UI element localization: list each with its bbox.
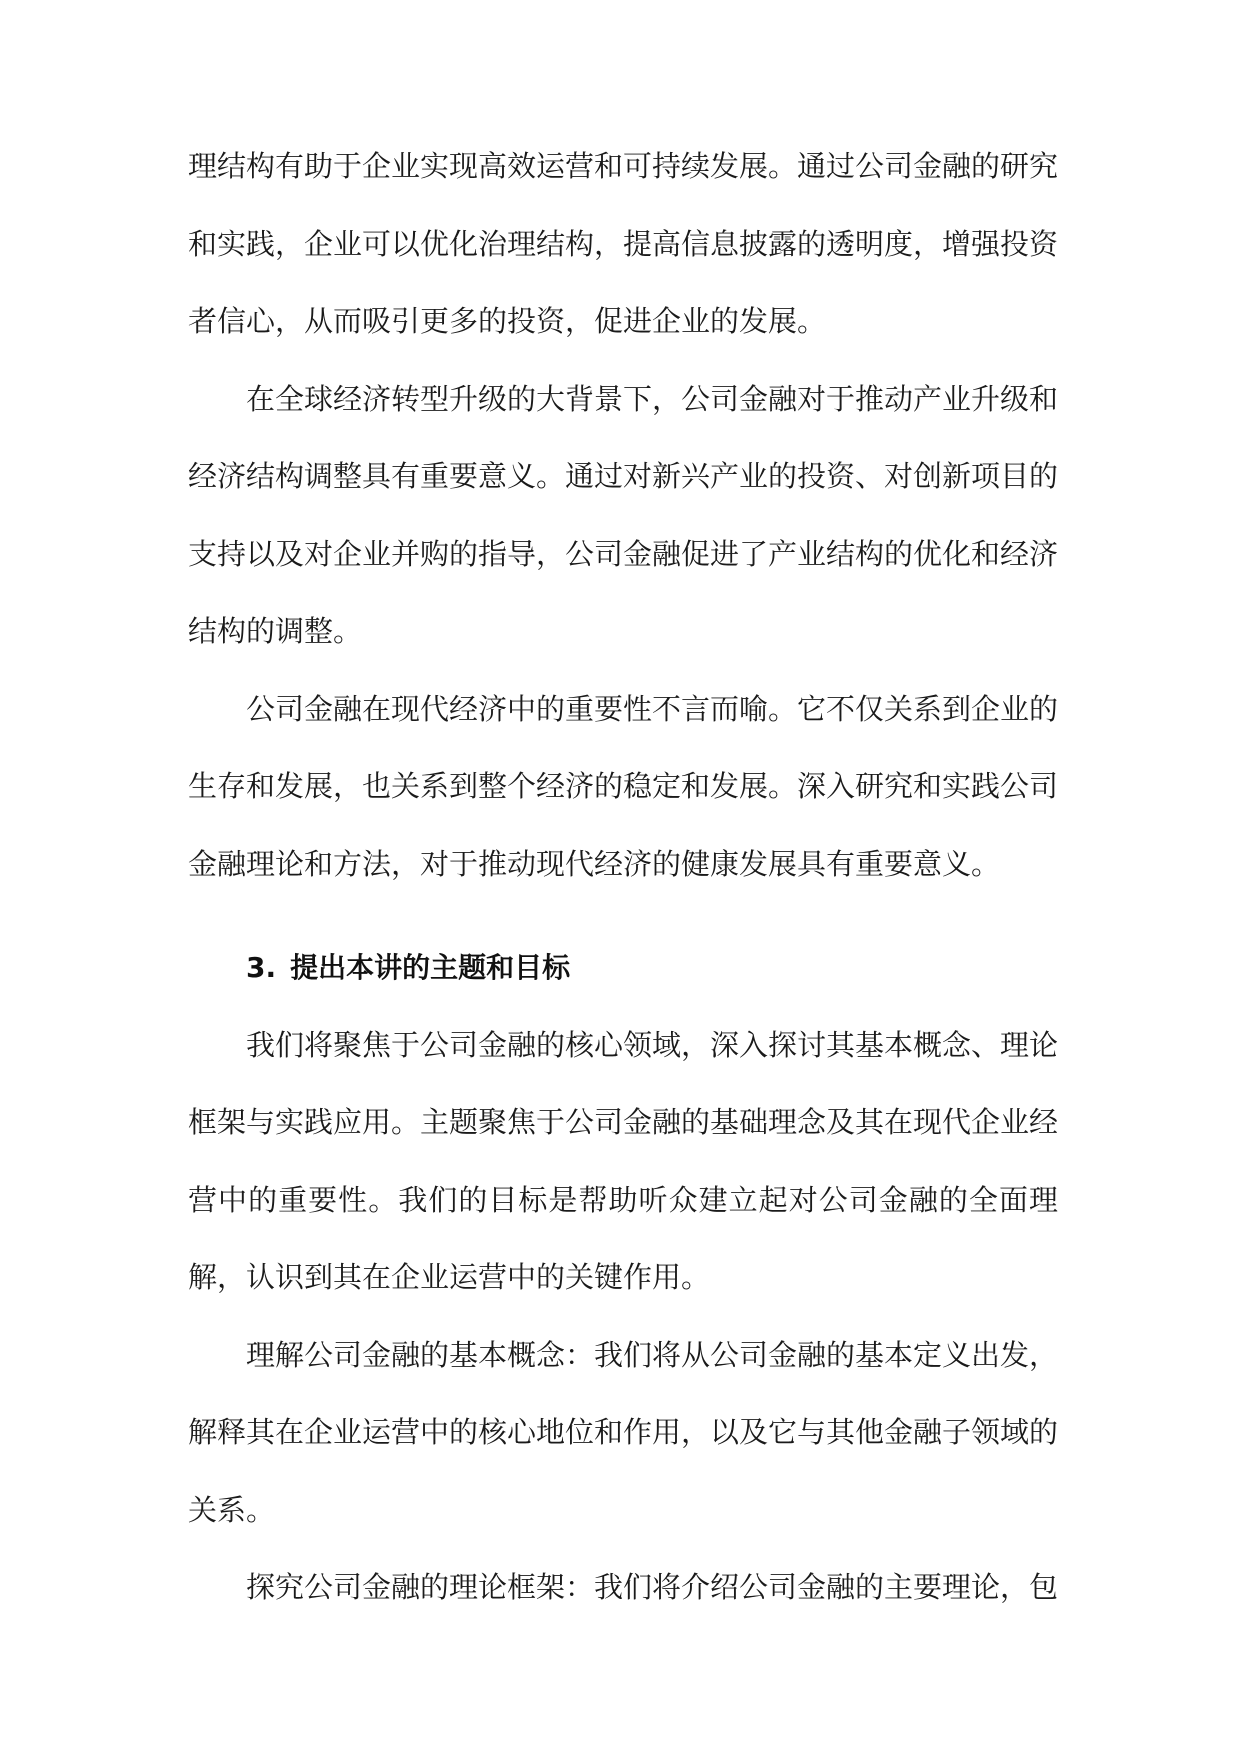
paragraph-focus: 我们将聚焦于公司金融的核心领域，深入探讨其基本概念、理论框架与实践应用。主题聚焦于公司金融的基础理念及其在现代企业经营中的重要性。我们的目标是帮助听众建立起对公司金融的全面理解，认识到其在企业运营中的关键作用。 <box>188 1027 1059 1294</box>
paragraph-economic-transformation: 在全球经济转型升级的大背景下，公司金融对于推动产业升级和经济结构调整具有重要意义。通过对新兴产业的投资、对创新项目的支持以及对企业并购的指导，公司金融促进了产业结构的优化和经济结构的调整。 <box>188 381 1059 648</box>
paragraph-importance: 公司金融在现代经济中的重要性不言而喻。它不仅关系到企业的生存和发展，也关系到整个经济的稳定和发展。深入研究和实践公司金融理论和方法，对于推动现代经济的健康发展具有重要意义。 <box>188 691 1059 881</box>
section-heading <box>188 903 1058 1007</box>
document-body <box>188 128 1058 1627</box>
paragraph-theoretical-framework: 探究公司金融的理论框架：我们将介绍公司金融的主要理论，包 <box>246 1570 1059 1604</box>
section-title: 提出本讲的主题和目标 <box>290 951 571 984</box>
paragraph-continued: 理结构有助于企业实现高效运营和可持续发展。通过公司金融的研究和实践，企业可以优化治理结构，提高信息披露的透明度，增强投资者信心，从而吸引更多的投资，促进企业的发展。 <box>188 149 1059 338</box>
paragraph-basic-concepts: 理解公司金融的基本概念：我们将从公司金融的基本定义出发，解释其在企业运营中的核心地位和作用，以及它与其他金融子领域的关系。 <box>188 1337 1059 1527</box>
section-number: 3. <box>246 951 277 984</box>
